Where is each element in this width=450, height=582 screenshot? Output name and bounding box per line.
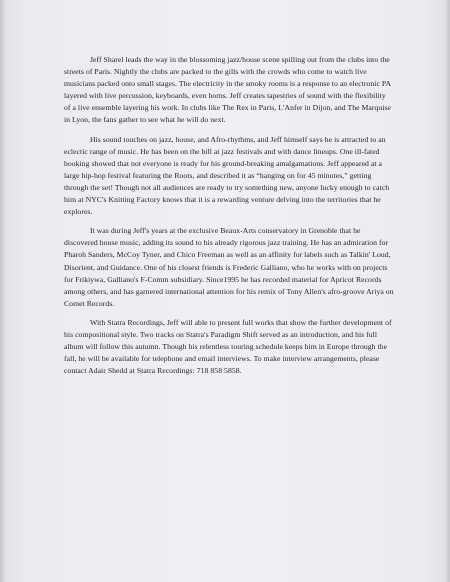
press-release-body <box>64 54 394 384</box>
paragraph-sound: His sound touches on jazz, house, and Afro-rhythms, and Jeff himself says he is attracted to an eclectic range of music. He has been on the bill at jazz festivals and with dance lineups. One ill-fated booking showed that not everyone is ready for his ground-breaking amalgamations. Jeff appeared at a large hip-hop festival featuring the Roots, and described it as “hanging on for 45 minutes,” getting through the set! Though not all audiences are ready to try something new, anyone lucky enough to catch him at NYC's Knitting Factory knows that it is a rewarding venture delving into the territories that he explores. <box>64 134 390 217</box>
paragraph-intro: Jeff Sharel leads the way in the blossoming jazz/house scene spilling out from the clubs into the streets of Paris. Nightly the clubs are packed to the gills with the crowds who come to watch live musicians packed onto small stages. The electricity in the smoky rooms is a response to an electronic PA layered with live percussion, keyboards, even horns. Jeff creates tapestries of sound with the flexibility of a live ensemble layering his work. In clubs like The Rex in Paris, L'Anfer in Dijon, and The Marquise in Lyon, the fans gather to see what he will do next. <box>64 55 391 125</box>
paragraph-statra: With Statra Recordings, Jeff will able to present full works that show the further development of his compositional style. Two tracks on Statra's Paradigm Shift served as an introduction, and his full album will follow this autumn. Though his relentless touring schedule keeps him in Europe through the fall, he will be available for telephone and email interviews. To make interview arrangements, please contact Adair Shedd at Statra Recordings: 718 858 5858. <box>64 317 392 376</box>
paragraph-background: It was during Jeff's years at the exclusive Beaux-Arts conservatory in Grenoble that he discovered house music, adding its sound to his already rigorous jazz training. He has an admiration for Pharoh Sanders, McCoy Tyner, and Chico Freeman as well as an affinity for labels such as Talkin' Loud, Disorient, and Guidance. One of his closest friends is Frederic Galliano, who he works with on projects for Frikiywa, Galliano's F-Comm subsidiary. Since1995 he has recorded material for Apricot Records among others, and has garnered international attention for his remix of Tony Allen's afro-groove Ariya on Comet Records. <box>64 226 394 308</box>
page-edge-left <box>0 0 6 582</box>
page-edge-right <box>445 0 450 582</box>
